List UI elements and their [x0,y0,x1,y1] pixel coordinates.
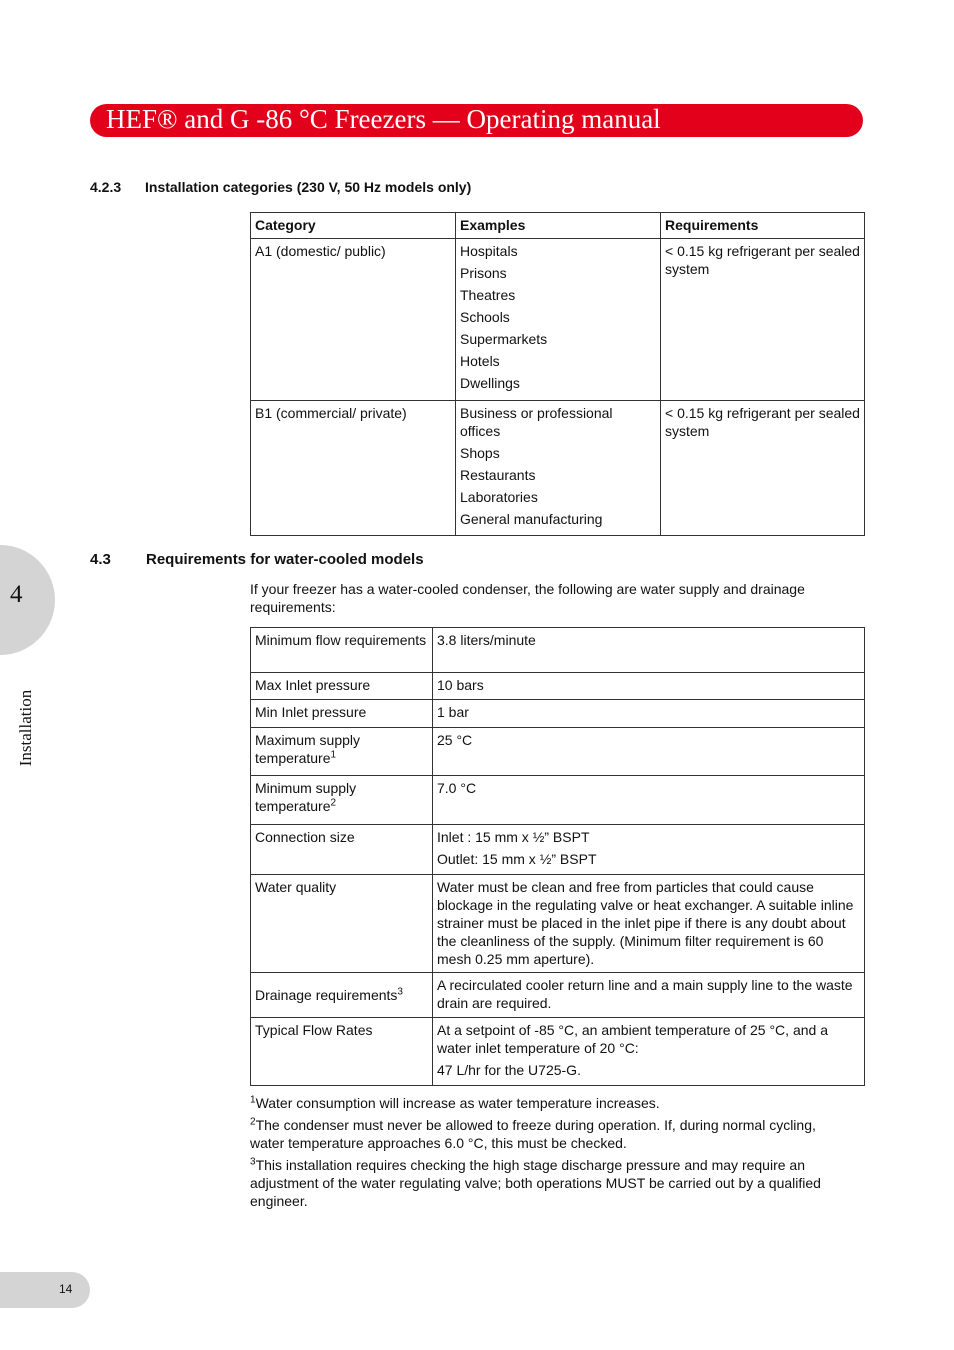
requirement-label: Water quality [251,875,433,973]
installation-categories-table [250,212,865,536]
table-row [251,1018,865,1086]
table-row [251,628,865,673]
column-header: Examples [456,213,661,239]
chapter-tab [0,545,55,655]
requirement-label: Minimum supply temperature$^2$ [251,776,433,825]
requirement-value: A recirculated cooler return line and a main supply line to the waste drain are required. [433,973,865,1018]
example-item: Shops [460,445,500,461]
chapter-label: Installation [16,689,35,767]
footnote-2: $^2$The condenser must never be allowed to freeze during operation. If, during normal cycling, water temperature approaches 6.0 °C, this must be checked. [250,1116,816,1151]
page-header-banner [90,104,863,137]
requirement-value: Water must be clean and free from particles that could cause blockage in the regulating valve or heat exchanger. A suitable inline strainer must be placed in the inlet pipe if there is any doubt about the cleanliness of the supply. (Minimum filter requirement is 60 mesh 0.25 mm aperture). [433,875,865,973]
footnote-3: $^3$This installation requires checking the high stage discharge pressure and may require an adjustment of the water regulating valve; both operations MUST be carried out by a qualified engineer. [250,1156,821,1209]
footnote-mark: 2 [250,1116,256,1128]
example-item: Dwellings [460,375,520,391]
requirement-label: Drainage requirements$^3$ [251,973,433,1018]
table-row [251,239,865,401]
footnote-mark: 3 [250,1156,256,1168]
requirement-value: At a setpoint of -85 °C, an ambient temperature of 25 °C, and a water inlet temperature of 20 °C: 47 L/hr for the U725-G. [433,1018,865,1086]
requirement-value: 7.0 °C [433,776,865,825]
section-number: 4.2.3 [90,179,122,195]
example-item: Supermarkets [460,331,548,347]
document-title: HEF® and G -86 °C Freezers — Operating manual [106,104,661,134]
requirement-value: 10 bars [433,673,865,700]
table-row [251,973,865,1018]
requirement-cell: < 0.15 kg refrigerant per sealed system [661,239,865,401]
examples-cell [456,401,661,536]
requirement-label: Maximum supply temperature$^1$ [251,728,433,776]
table-row [251,776,865,825]
example-item: Restaurants [460,467,536,483]
footnote-mark: 1 [330,749,337,761]
page-number-tab [0,1272,90,1308]
example-item: Theatres [460,287,516,303]
requirement-label: Min Inlet pressure [251,700,433,728]
requirement-value: Inlet : 15 mm x ½” BSPT Outlet: 15 mm x ½” BSPT [433,825,865,875]
page-number: 14 [59,1282,73,1296]
requirement-label: Max Inlet pressure [251,673,433,700]
section-title: Installation categories (230 V, 50 Hz models only) [145,179,472,195]
requirement-label: Connection size [251,825,433,875]
footnote-mark: 2 [330,797,337,809]
table-row [251,728,865,776]
category-cell: A1 (domestic/ public) [251,239,456,401]
section-title: Requirements for water-cooled models [146,551,424,568]
table-row [251,673,865,700]
requirement-label: Typical Flow Rates [251,1018,433,1086]
table-header-row [251,213,865,239]
example-item: General manufacturing [460,511,603,527]
requirement-value: 3.8 liters/minute [433,628,865,673]
examples-cell [456,239,661,401]
table-row [251,825,865,875]
example-item: Prisons [460,265,507,281]
requirement-cell: < 0.15 kg refrigerant per sealed system [661,401,865,536]
example-item: Laboratories [460,489,538,505]
example-item: Hotels [460,353,500,369]
column-header: Requirements [661,213,865,239]
requirement-label: Minimum flow requirements [251,628,433,673]
example-item: Business or professional offices [460,405,613,439]
table-row [251,875,865,973]
table-row [251,700,865,728]
footnote-1: $^1$Water consumption will increase as water temperature increases. [250,1094,660,1111]
footnote-mark: 1 [250,1094,256,1106]
category-cell: B1 (commercial/ private) [251,401,456,536]
column-header: Category [251,213,456,239]
intro-paragraph: If your freezer has a water-cooled condenser, the following are water supply and drainage requirements: [250,581,805,615]
footnote-mark: 3 [397,985,403,997]
water-requirements-table [250,627,865,1086]
requirement-value: 1 bar [433,700,865,728]
chapter-number: 4 [10,581,23,608]
section-number: 4.3 [90,551,111,568]
requirement-value: 25 °C [433,728,865,776]
example-item: Hospitals [460,243,518,259]
example-item: Schools [460,309,510,325]
table-row [251,401,865,536]
